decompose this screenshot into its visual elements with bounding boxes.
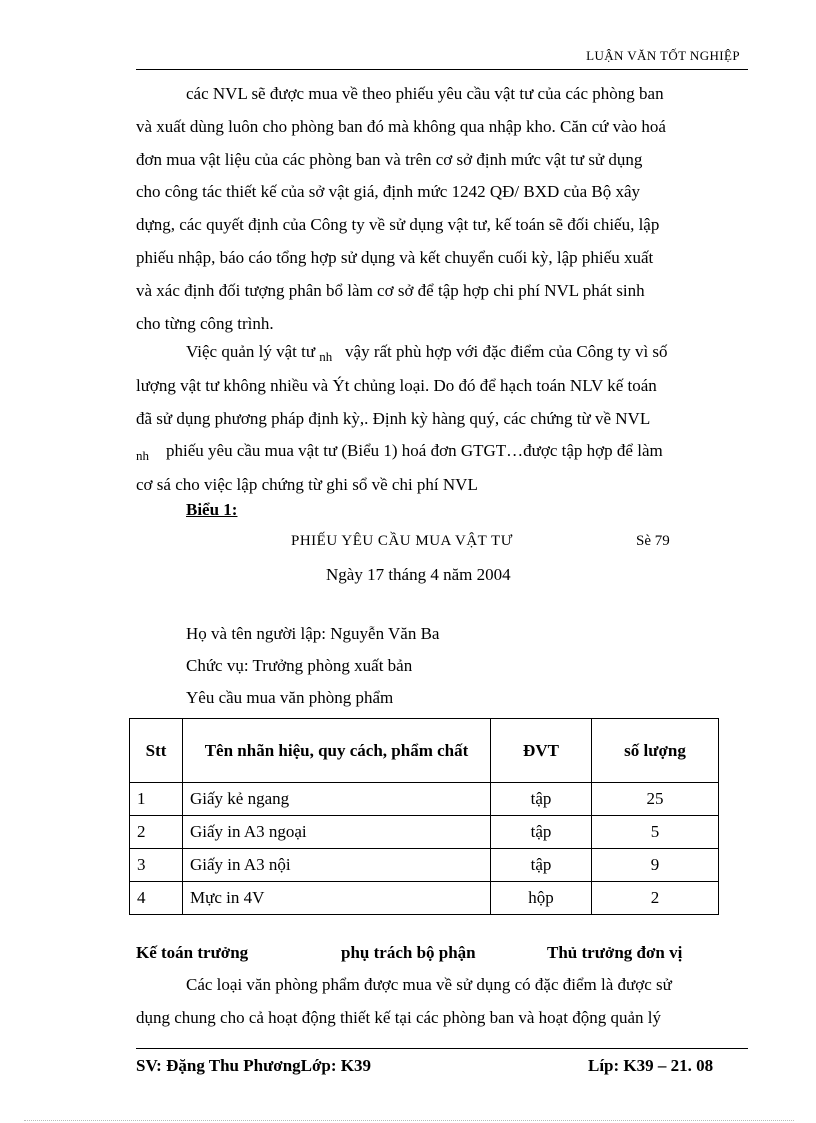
cell-unit: tập — [491, 816, 592, 849]
cell-stt: 4 — [130, 882, 183, 915]
table-header-row — [130, 719, 719, 783]
header-rule — [136, 69, 748, 70]
col-header-name: Tên nhãn hiệu, quy cách, phẩm chất — [183, 719, 491, 783]
table-row — [130, 783, 719, 816]
text-line: và xuất dùng luôn cho phòng ban đó mà không qua nhập kho. Căn cứ vào hoá — [136, 116, 666, 136]
text-line: và xác định đối tượng phân bổ làm cơ sở để tập hợp chi phí NVL phát sinh — [136, 280, 645, 300]
small-fragment: nh — [319, 349, 333, 364]
cell-name: Giấy kẻ ngang — [183, 783, 491, 816]
text-line: cho công tác thiết kế của sở vật giá, định mức 1242 QĐ/ BXD của Bộ xây — [136, 182, 640, 202]
form-position: Chức vụ: Trưởng phòng xuất bản — [186, 656, 413, 675]
text-line — [136, 336, 740, 370]
cell-qty: 9 — [592, 849, 719, 882]
cell-stt: 3 — [130, 849, 183, 882]
col-header-qty: số lượng — [592, 719, 719, 783]
signature-unit-head: Thủ trưởng đơn vị — [547, 943, 683, 962]
form-number: Sè 79 — [636, 533, 670, 549]
text-line: đơn mua vật liệu của các phòng ban và trên cơ sở định mức vật tư sử dụng — [136, 149, 643, 169]
form-label: Biểu 1: — [186, 500, 238, 519]
footer-student: SV: Đặng Thu PhươngLớp: K39 — [136, 1056, 372, 1075]
cell-qty: 2 — [592, 882, 719, 915]
cell-unit: hộp — [491, 882, 592, 915]
text-line: dụng chung cho cả hoạt động thiết kế tại các phòng ban và hoạt động quản lý — [136, 1007, 661, 1027]
footer-class: Líp: K39 – 21. 08 — [588, 1056, 714, 1075]
footer-rule — [136, 1048, 748, 1049]
form-request: Yêu cầu mua văn phòng phẩm — [186, 688, 394, 707]
cell-unit: tập — [491, 783, 592, 816]
text-line: cơ sá cho việc lập chứng từ ghi sổ về chi phí NVL — [136, 475, 478, 495]
cell-name: Giấy in A3 ngoại — [183, 816, 491, 849]
form-preparer: Họ và tên người lập: Nguyễn Văn Ba — [186, 624, 440, 643]
items-table — [129, 718, 719, 915]
text-line — [136, 435, 740, 469]
cell-unit: tập — [491, 849, 592, 882]
text-fragment: phiếu yêu cầu mua vật tư (Biểu 1) hoá đơn GTGT…được tập hợp để làm — [166, 441, 663, 461]
col-header-unit: ĐVT — [491, 719, 592, 783]
table-row — [130, 816, 719, 849]
text-line: đã sử dụng phương pháp định kỳ,. Định kỳ hàng quý, các chứng từ về NVL — [136, 408, 651, 428]
page-break-line — [24, 1120, 794, 1121]
paragraph-2 — [136, 336, 740, 502]
table-row — [130, 849, 719, 882]
text-line: dựng, các quyết định của Công ty về sử dụng vật tư, kế toán sẽ đối chiếu, lập — [136, 215, 660, 235]
closing-paragraph — [136, 969, 740, 1035]
small-fragment: nh — [136, 448, 149, 464]
cell-qty: 25 — [592, 783, 719, 816]
text-line: các NVL sẽ được mua về theo phiếu yêu cầu vật tư của các phòng ban — [186, 84, 664, 103]
text-fragment: Việc quản lý vật tư — [186, 342, 316, 361]
cell-stt: 1 — [130, 783, 183, 816]
text-fragment: vậy rất phù hợp với đặc điểm của Công ty vì số — [345, 342, 668, 361]
form-date: Ngày 17 tháng 4 năm 2004 — [326, 565, 511, 584]
cell-name: Giấy in A3 nội — [183, 849, 491, 882]
form-title: PHIẾU YÊU CẦU MUA VẬT TƯ — [291, 533, 513, 549]
text-line: Các loại văn phòng phẩm được mua về sử dụng có đặc điểm là được sử — [186, 975, 672, 994]
paragraph-1 — [136, 78, 740, 340]
cell-qty: 5 — [592, 816, 719, 849]
cell-name: Mực in 4V — [183, 882, 491, 915]
text-line: phiếu nhập, báo cáo tổng hợp sử dụng và kết chuyển cuối kỳ, lập phiếu xuất — [136, 247, 654, 267]
signature-department-head: phụ trách bộ phận — [341, 943, 476, 962]
text-line: lượng vật tư không nhiều và Ýt chủng loại. Do đó để hạch toán NLV kế toán — [136, 375, 657, 395]
signature-chief-accountant: Kế toán trưởng — [136, 943, 249, 962]
cell-stt: 2 — [130, 816, 183, 849]
text-line: cho từng công trình. — [136, 313, 274, 333]
page-header: LUẬN VĂN TỐT NGHIỆP — [586, 48, 740, 63]
table-row — [130, 882, 719, 915]
col-header-stt: Stt — [130, 719, 183, 783]
